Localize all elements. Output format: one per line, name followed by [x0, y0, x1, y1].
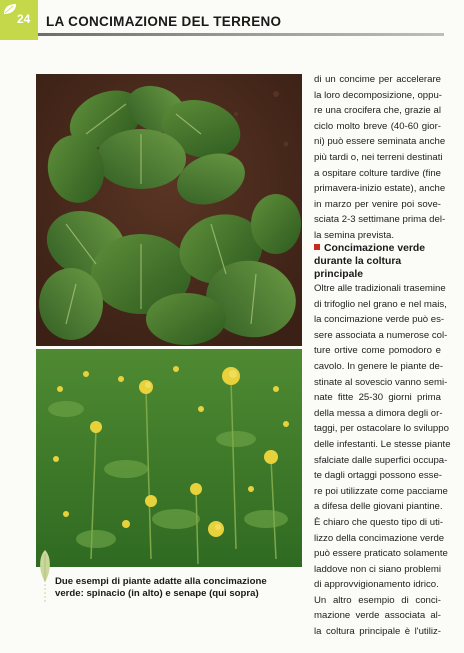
text-line: a ospitare colture tardive (fine: [314, 167, 441, 179]
text-line: ciclo molto breve (40-60 gior-: [314, 120, 441, 132]
text-line: laddove non ci siano problemi: [314, 563, 441, 575]
text-line: sfalciate dalle superfici occupa-: [314, 454, 448, 466]
text-line: delle infestanti. Le stesse piante: [314, 438, 451, 450]
text-line: re una crocifera che, grazie al: [314, 105, 441, 117]
subheading: [314, 242, 444, 281]
text-line: più tardi o, nei terreni destinati: [314, 151, 443, 163]
text-line: te dagli ortaggi possono esse-: [314, 470, 442, 482]
body-text-top: [314, 72, 446, 244]
text-line: Oltre alle tradizionali trasemine: [314, 283, 446, 294]
text-line: È chiaro che questo tipo di uti-: [314, 516, 444, 528]
leaf-icon: [3, 3, 17, 15]
text-line: sere associata a numerose col-: [314, 329, 448, 341]
section-title: LA CONCIMAZIONE DEL TERRENO: [46, 14, 282, 29]
text-line: sciata 2-3 settimane prima del-: [314, 214, 446, 226]
text-line: la semina prevista.: [314, 229, 394, 241]
page-header: [0, 0, 464, 40]
text-line: lizzo della concimazione verde: [314, 532, 445, 544]
text-line: a difesa delle giovani piantine.: [314, 501, 443, 513]
text-line: nate fitte 25-30 giorni prima: [314, 392, 441, 404]
text-line: cavolo. In genere le piante de-: [314, 360, 444, 372]
text-line: la coltura principale è l'utiliz-: [314, 626, 441, 638]
text-line: la loro decomposizione, oppu-: [314, 89, 442, 101]
figure-caption: [55, 576, 305, 600]
mustard-photo: [36, 349, 302, 567]
subheading-line: Concimazione verde: [324, 243, 426, 254]
text-line: stinate al sovescio vanno semi-: [314, 376, 448, 388]
spinach-photo: [36, 74, 302, 346]
text-line: di approvvigionamento idrico.: [314, 579, 439, 591]
caption-line: Due esempi di piante adatte alla concimazione: [55, 576, 267, 587]
caption-leaf-icon: [37, 548, 53, 604]
text-line: di trifoglio nel grano e nel mais,: [314, 298, 447, 310]
text-line: può essere praticato solamente: [314, 548, 448, 560]
text-line: in marzo per venire poi sove-: [314, 198, 441, 210]
body-text-bottom: [314, 281, 451, 640]
subheading-line: principale: [314, 269, 364, 280]
subheading-line: durante la coltura: [314, 256, 402, 267]
text-line: re poi utilizzate come pacciame: [314, 485, 448, 497]
text-line: primavera-inizio estate), anche: [314, 183, 446, 195]
text-line: ture ortive come pomodoro e: [314, 345, 441, 357]
text-line: di un concime per accelerare: [314, 74, 441, 85]
header-rule: [38, 33, 444, 36]
page-number: 24: [17, 12, 31, 26]
text-line: la concimazione verde può es-: [314, 314, 445, 326]
caption-line: verde: spinacio (in alto) e senape (qui sopra): [55, 588, 259, 599]
text-line: mazione verde associata al-: [314, 610, 441, 622]
text-line: ni) può essere seminata anche: [314, 136, 446, 148]
text-line: Un altro esempio di conci-: [314, 594, 441, 606]
text-line: taggi, per ostacolare lo sviluppo: [314, 423, 449, 435]
page-number-tab: [0, 0, 38, 40]
square-bullet-icon: [314, 244, 320, 250]
text-line: della messa a dimora degli or-: [314, 407, 443, 419]
